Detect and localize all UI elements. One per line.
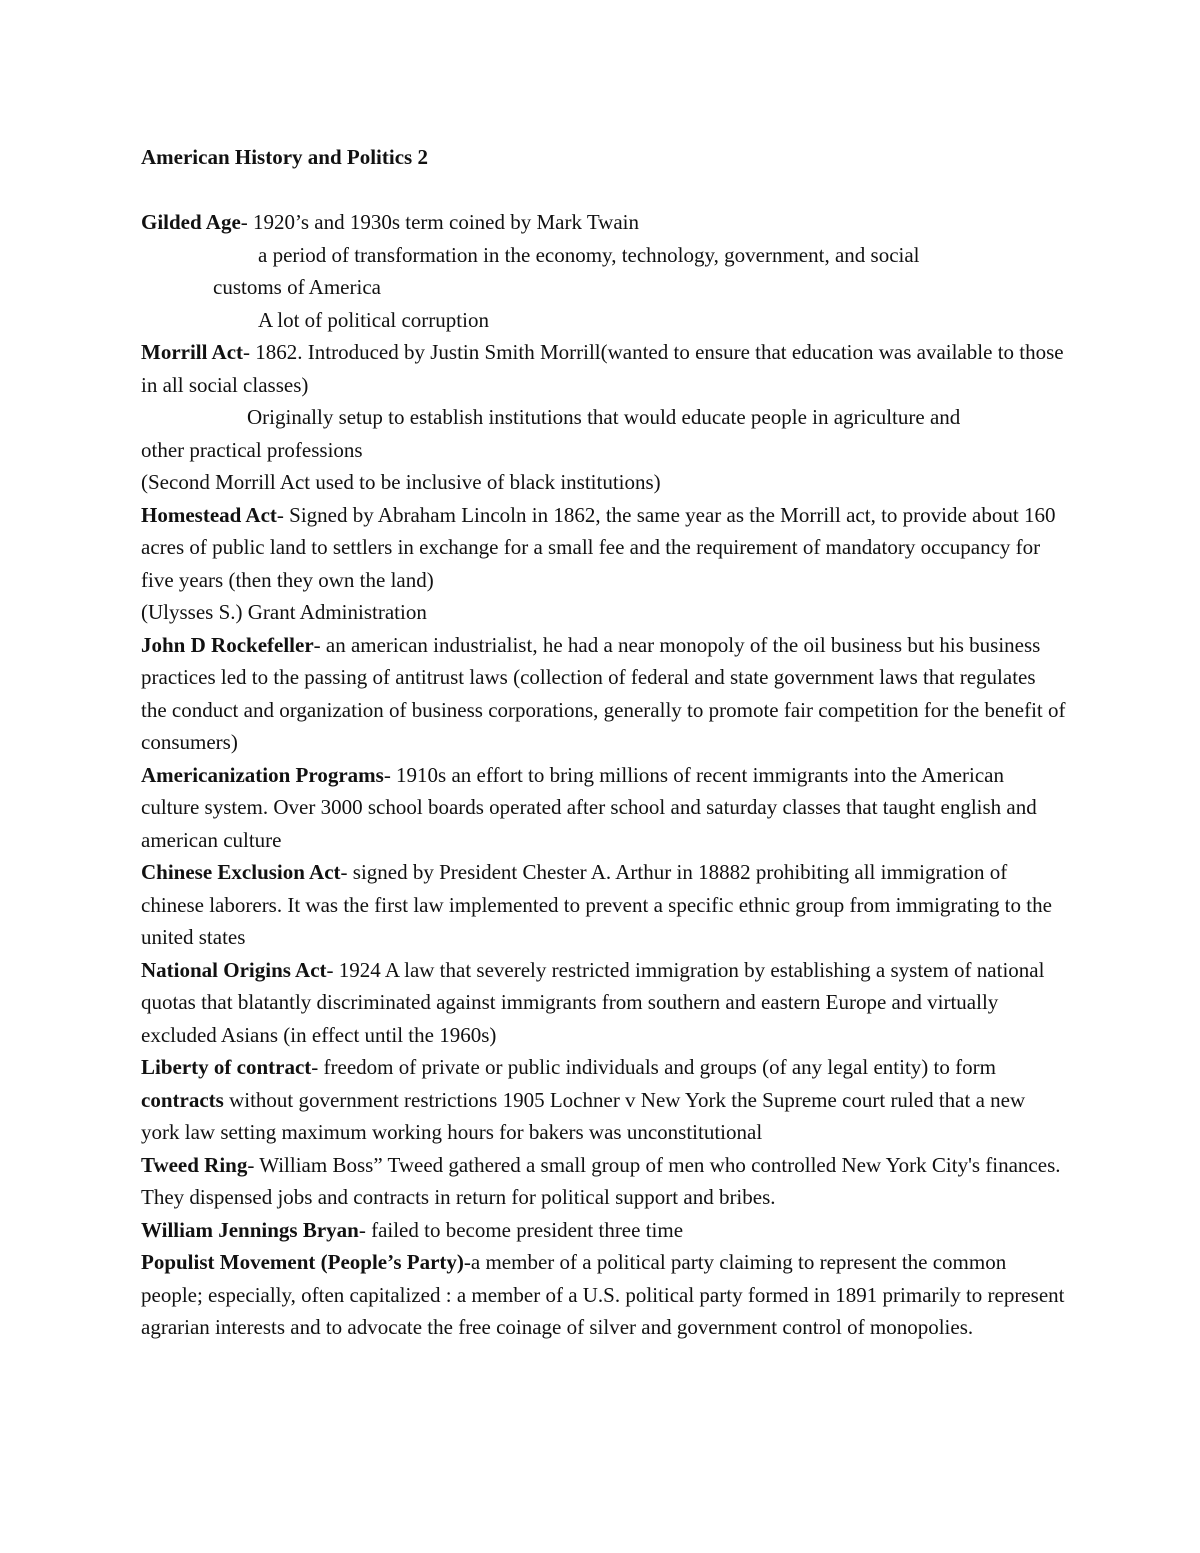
entry-morrill-act xyxy=(141,336,1066,401)
definition-tweed-ring: - William Boss” Tweed gathered a small group of men who controlled New York City's finances. They dispensed jobs and contracts in return for political support and bribes. xyxy=(141,1152,1061,1209)
morrill-act-note-2: (Second Morrill Act used to be inclusive of black institutions) xyxy=(141,470,661,494)
entry-liberty-of-contract xyxy=(141,1051,1066,1149)
term-chinese-exclusion-act: Chinese Exclusion Act xyxy=(141,860,341,884)
term-tweed-ring: Tweed Ring xyxy=(141,1152,248,1177)
term-william-jennings-bryan: William Jennings Bryan xyxy=(141,1217,359,1242)
entry-chinese-exclusion-act xyxy=(141,856,1066,954)
term-contracts-inline: contracts xyxy=(141,1087,224,1112)
definition-william-jennings-bryan: - failed to become president three time xyxy=(358,1217,684,1242)
term-liberty-of-contract: Liberty of contract xyxy=(141,1055,312,1079)
entry-tweed-ring xyxy=(141,1149,1066,1214)
gilded-age-note-1b: customs of America xyxy=(213,275,381,299)
entry-homestead-act xyxy=(141,499,1066,597)
term-americanization-programs: Americanization Programs xyxy=(141,762,384,787)
entry-gilded-age xyxy=(141,206,1066,239)
definition-homestead-act: - Signed by Abraham Lincoln in 1862, the same year as the Morrill act, to provide about 160 acres of public land to settlers in exchange for a small fee and the requirement of mandatory occupancy for five years (then they own the land) xyxy=(141,502,1056,592)
entry-populist-movement xyxy=(141,1246,1066,1344)
definition-chinese-exclusion-act: - signed by President Chester A. Arthur in 18882 prohibiting all immigration of chinese laborers. It was the first law implemented to prevent a specific ethnic group from immigrating to the united states xyxy=(141,860,1052,949)
term-homestead-act: Homestead Act xyxy=(141,502,277,527)
definition-liberty-of-contract-b: without government restrictions 1905 Lochner v New York the Supreme court ruled that a new york law setting maximum working hours for bakers was unconstitutional xyxy=(141,1087,1026,1144)
definition-gilded-age: - 1920’s and 1930s term coined by Mark Twain xyxy=(240,210,640,234)
definition-liberty-of-contract-a: - freedom of private or public individuals and groups (of any legal entity) to form xyxy=(311,1055,996,1079)
gilded-age-note-2: A lot of political corruption xyxy=(258,307,489,332)
definition-national-origins-act: - 1924 A law that severely restricted immigration by establishing a system of national quotas that blatantly discriminated against immigrants from southern and eastern Europe and virtually excluded Asians (in effect until the 1960s) xyxy=(141,957,1045,1047)
term-rockefeller: John D Rockefeller xyxy=(141,632,314,657)
term-populist-movement: Populist Movement (People’s Party) xyxy=(141,1250,464,1274)
morrill-act-note-1-cont: other practical professions xyxy=(141,437,363,462)
entry-william-jennings-bryan xyxy=(141,1214,1066,1247)
entry-rockefeller xyxy=(141,629,1066,759)
definition-americanization-programs: - 1910s an effort to bring millions of recent immigrants into the American culture system. Over 3000 school boards operated after school and saturday classes that taught english and american culture xyxy=(141,762,1037,852)
definition-morrill-act: - 1862. Introduced by Justin Smith Morrill(wanted to ensure that education was available to those in all social classes) xyxy=(141,340,1064,397)
entry-americanization-programs xyxy=(141,759,1066,857)
definition-populist-movement: -a member of a political party claiming to represent the common people; especially, often capitalized : a member of a U.S. political party formed in 1891 primarily to represent agrarian interests and to advocate the free coinage of silver and government control of monopolies. xyxy=(141,1250,1065,1339)
entry-grant-administration: (Ulysses S.) Grant Administration xyxy=(141,600,427,624)
term-national-origins-act: National Origins Act xyxy=(141,957,327,982)
gilded-age-note-1a: a period of transformation in the economy, technology, government, and social xyxy=(258,242,920,267)
document-body xyxy=(141,141,1066,1344)
definition-rockefeller: - an american industrialist, he had a near monopoly of the oil business but his business practices led to the passing of antitrust laws (collection of federal and state government laws that regulates the conduct and organization of business corporations, generally to promote fair competition for the benefit of consumers) xyxy=(141,632,1066,754)
document-title: American History and Politics 2 xyxy=(141,145,428,169)
term-morrill-act: Morrill Act xyxy=(141,340,244,364)
term-gilded-age: Gilded Age xyxy=(141,210,241,234)
entry-national-origins-act xyxy=(141,954,1066,1052)
morrill-act-note-1: Originally setup to establish institutions that would educate people in agriculture and xyxy=(247,405,961,429)
